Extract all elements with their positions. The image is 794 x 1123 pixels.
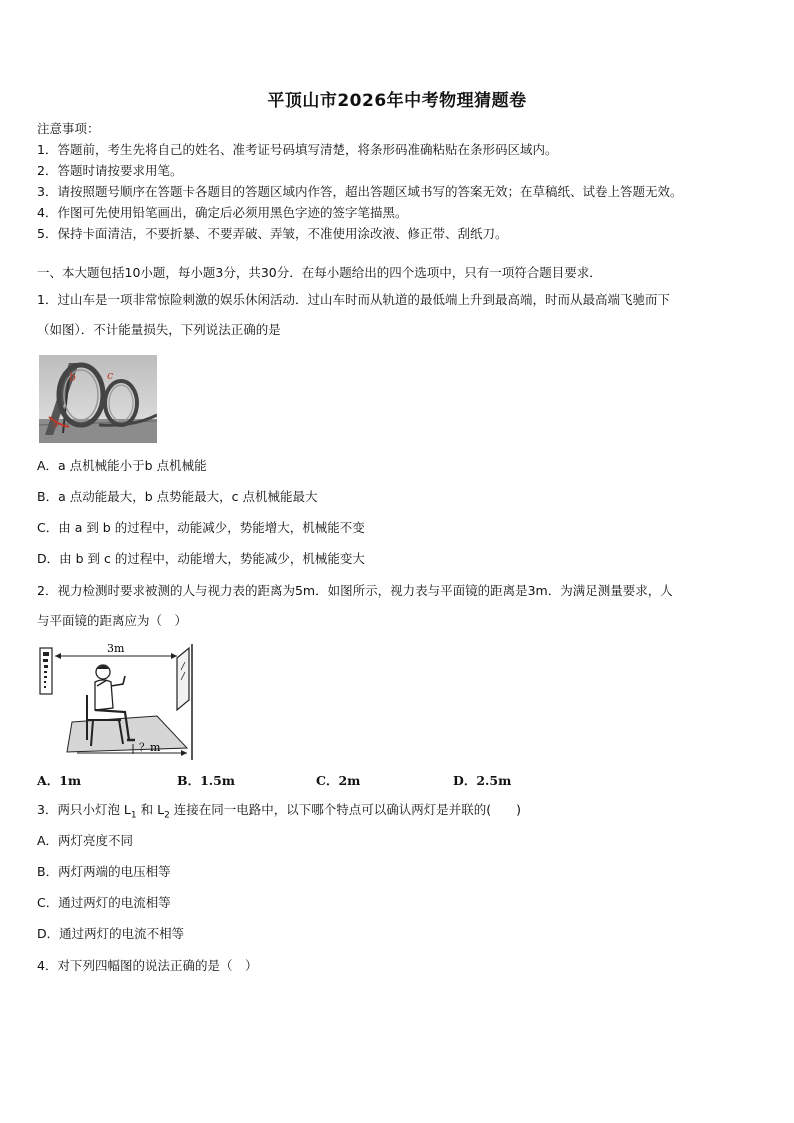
distance-3m-label: 3m — [107, 642, 125, 655]
q4-stem: 4．对下列四幅图的说法正确的是（ ） — [37, 958, 258, 973]
roller-coaster-figure — [39, 355, 157, 443]
q2-option-c: C．2m — [316, 773, 361, 788]
q3-stem: 3．两只小灯泡 $L_1$ 和 $L_2$ 连接在同一电路中，以下哪个特点可以确认两灯是并联的( ) — [37, 802, 522, 821]
q2-option-b: B．1.5m — [177, 773, 236, 788]
q1-option-b: B．a 点动能最大，b 点势能最大，c 点机械能最大 — [37, 489, 318, 504]
vision-test-figure — [37, 640, 197, 762]
point-b-label: b — [69, 371, 77, 384]
q1-option-c: C．由 a 到 b 的过程中，动能减少，势能增大，机械能不变 — [37, 520, 365, 535]
q3-option-a: A．两灯亮度不同 — [37, 833, 134, 848]
point-c-label: c — [107, 369, 114, 382]
q2-option-a: A．1m — [37, 773, 82, 788]
q3-option-d: D．通过两灯的电流不相等 — [37, 926, 185, 941]
q1-stem-line2: （如图）．不计能量损失，下列说法正确的是 — [37, 322, 281, 337]
notice-item-2: 2．答题时请按要求用笔。 — [37, 163, 183, 178]
q3-option-c: C．通过两灯的电流相等 — [37, 895, 171, 910]
q2-option-d: D．2.5m — [453, 773, 512, 788]
notice-item-4: 4．作图可先使用铅笔画出，确定后必须用黑色字迹的签字笔描黑。 — [37, 205, 408, 220]
notice-item-3: 3．请按照题号顺序在答题卡各题目的答题区域内作答，超出答题区域书写的答案无效；在草稿纸、试卷上答题无效。 — [37, 184, 683, 199]
unknown-distance-label: ？m — [139, 741, 161, 754]
page-title: 平顶山市2026年中考物理猜题卷 — [267, 91, 527, 111]
q1-option-a: A．a 点机械能小于b 点机械能 — [37, 458, 207, 473]
notice-item-5: 5．保持卡面清洁，不要折暴、不要弄破、弄皱，不准使用涂改液、修正带、刮纸刀。 — [37, 226, 508, 241]
point-a-label: a — [53, 420, 59, 430]
q2-stem-line2: 与平面镜的距离应为（ ） — [37, 613, 188, 628]
notice-item-1: 1．答题前，考生先将自己的姓名、准考证号码填写清楚，将条形码准确粘贴在条形码区域内。 — [37, 142, 558, 157]
section-1-instructions: 一、本大题包括10小题，每小题3分，共30分．在每小题给出的四个选项中，只有一项符合题目要求． — [37, 265, 602, 280]
q3-option-b: B．两灯两端的电压相等 — [37, 864, 171, 879]
q1-option-d: D．由 b 到 c 的过程中，动能增大，势能减少，机械能变大 — [37, 551, 365, 566]
notice-heading: 注意事项： — [37, 121, 100, 136]
q2-stem-line1: 2．视力检测时要求被测的人与视力表的距离为5m．如图所示，视力表与平面镜的距离是3m．为满足测量要求，人 — [37, 583, 673, 598]
q1-stem-line1: 1．过山车是一项非常惊险刺激的娱乐休闲活动．过山车时而从轨道的最低端上升到最高端，时而从最高端飞驰而下 — [37, 292, 670, 307]
